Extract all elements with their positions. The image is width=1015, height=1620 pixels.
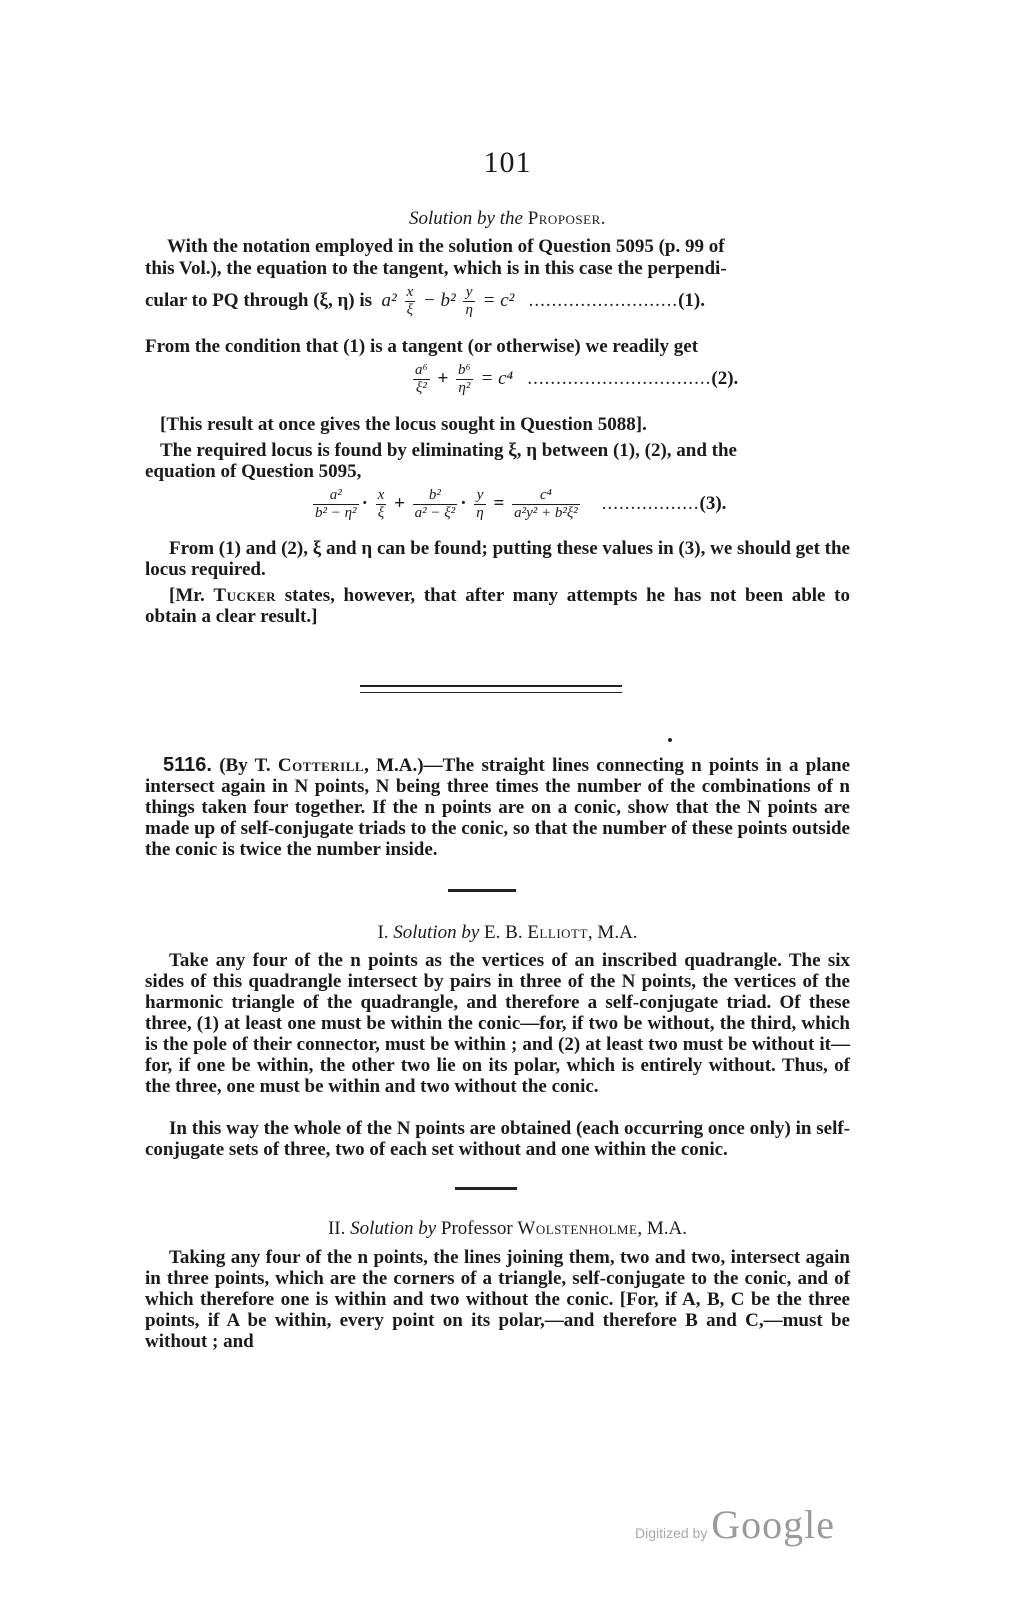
- google-logo: Google: [711, 1502, 835, 1547]
- solution1-heading: I. Solution by E. B. Elliott, M.A.: [377, 922, 638, 943]
- eq1-frac-x: $\frac{x}{\xi}$: [406, 284, 414, 318]
- question-5116: 5116. (By T. Cotterill, M.A.)—The straight lines connecting n points in a plane intersect again in N points, N being three times the number of the combinations of n things taken four together. If the n points are on a conic, show that the N points are made up of self-conjugate triads to the conic, so that the number of these points outside the conic is twice the number inside.: [145, 754, 851, 860]
- section1-p4-line2: equation of Question 5095,: [145, 461, 362, 482]
- page-number: 101: [483, 146, 532, 179]
- eq3-dots: .................: [601, 492, 700, 514]
- eq3-frac-5: $\frac{\text{c⁴}}{\text{a²y² + b²ξ²}}$: [514, 487, 578, 521]
- eq2-dots: ................................: [527, 367, 712, 389]
- eq2-label: (2).: [711, 367, 739, 389]
- divider-short-1: [448, 889, 516, 892]
- tucker-name: Tucker: [213, 585, 277, 606]
- section1-p4-line1: The required locus is found by eliminating ξ, η between (1), (2), and the: [160, 440, 737, 461]
- section1-p6: [Mr. Tucker states, however, that after many attempts he has not been able to obtain a clear result.]: [145, 585, 851, 627]
- eq1-label: (1).: [678, 289, 706, 311]
- question-number: 5116.: [163, 754, 212, 776]
- digitized-watermark: [635, 1501, 835, 1548]
- section1-heading: [0, 208, 1015, 230]
- eq1-minus-b: − b²: [422, 289, 456, 311]
- section-divider-double: [360, 685, 622, 693]
- eq1-rhs: = c²: [482, 289, 515, 311]
- section1-heading-italic: Solution by the: [408, 208, 523, 229]
- section1-p1-line1: With the notation employed in the solution of Question 5095 (p. 99 of: [167, 236, 725, 257]
- eq2-frac-2: $\frac{\text{b⁶}}{\text{η²}}$: [458, 362, 471, 396]
- question-author: Cotterill: [277, 755, 365, 776]
- eq1-dots: ..........................: [528, 289, 679, 311]
- eq2-plus: +: [437, 367, 449, 389]
- eq1-prefix: cular to PQ through (ξ, η) is: [145, 289, 373, 311]
- eq3-frac-4: $\frac{y}{\eta}$: [476, 487, 484, 521]
- section1-p5: From (1) and (2), ξ and η can be found; putting these values in (3), we should get the locus required.: [145, 538, 850, 580]
- eq1-a: a²: [381, 289, 397, 311]
- watermark-prefix: Digitized by: [634, 1525, 708, 1541]
- equation-1: [145, 284, 705, 319]
- eq2-frac-1: $\frac{\text{a⁶}}{\text{ξ²}}$: [415, 362, 428, 396]
- eq3-frac-2: $\frac{x}{\xi}$: [377, 487, 385, 521]
- solution1-p1: Take any four of the n points as the vertices of an inscribed quadrangle. The six sides of this quadrangle intersect by pairs in three of the N points, the vertices of the harmonic triangle of the quadrangle, and therefore a self-conjugate triad. Of these three, (1) at least one must be within the conic—for, if two be without, the third, which is the pole of their connector, must be within ; and (2) at least two must be without it—for, if one be within, the other two lie on its polar, which is entirely without. Thus, of the three, one must be within and two without the conic.: [145, 950, 850, 1097]
- section1-heading-name: Proposer.: [527, 208, 607, 229]
- eq3-label: (3).: [699, 492, 727, 514]
- solution2-heading: II. Solution by Professor Wolstenholme, M.A.: [327, 1218, 688, 1239]
- solution1-author: Elliott: [527, 922, 588, 943]
- solution1-p2: In this way the whole of the N points are obtained (each occurring once only) in self-conjugate sets of three, two of each set without and one within the conic.: [145, 1118, 850, 1160]
- solution2-author: Wolstenholme: [517, 1218, 638, 1239]
- divider-short-2: [455, 1187, 517, 1190]
- eq3-frac-1: $\frac{\text{a²}}{\text{b² − η²}}$: [315, 487, 357, 521]
- eq3-frac-3: $\frac{\text{b²}}{\text{a² − ξ²}}$: [414, 487, 456, 521]
- eq1-frac-y: $\frac{y}{\eta}$: [465, 284, 473, 318]
- equation-2: [410, 362, 738, 397]
- section1-p2: From the condition that (1) is a tangent (or otherwise) we readily get: [145, 336, 699, 357]
- print-speck: [668, 738, 672, 742]
- section1-p3: [This result at once gives the locus sought in Question 5088].: [160, 414, 647, 435]
- question-text: The straight lines connecting n points in a plane intersect again in N points, N being three times the number of the combinations of n things taken four together. If the n points are on a conic, show that the N points are made up of self-conjugate triads to the conic, so that the number of these points outside the conic is twice the number inside.: [145, 755, 851, 860]
- eq2-rhs: = c⁴: [480, 367, 514, 389]
- section1-p1-line2: this Vol.), the equation to the tangent, which is in this case the perpendi-: [145, 258, 727, 279]
- solution2-p1: Taking any four of the n points, the lines joining them, two and two, intersect again in three points, which are the corners of a triangle, self-conjugate to the conic, and of which therefore one is within and two without the conic. [For, if A, B, C be the three points, if A be within, every point on its polar,—and therefore B and C,—must be without ; and: [145, 1247, 850, 1352]
- equation-3: $\frac{\text{a²}}{\text{b² − η²}}$ · $\frac{x}{\xi}$ + $\frac{\text{b²}}{\text{a² − ξ²}}$ · $\frac{y}{\eta}$ = $\frac{\text{c⁴}}{\text{a²y² + b²ξ²}}$ .................(3).: [315, 487, 727, 521]
